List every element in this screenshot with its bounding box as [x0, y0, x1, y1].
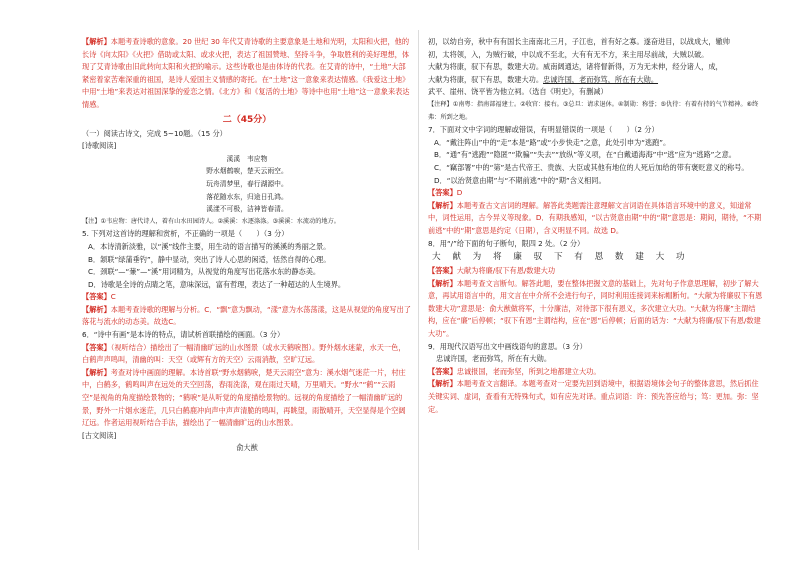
choice-b: B．颔联“绿蒲垂钓”，静中显动，突出了诗人心思的闲适，恬然自得的心理。	[88, 254, 331, 264]
column-divider	[418, 30, 419, 550]
passage-line: 武平、崖州、饶平皆为他立祠。（选自《明史》，有删减）	[428, 87, 608, 97]
explanation-5: 【解析】本题考查诗歌的理解与分析。C．“飘”意为飘动，“漾”意为水荡荡漾，这是从视觉的角度写出了落花与流水的动态美。故选C。	[82, 304, 411, 327]
reading-intro: （一）阅读古诗文，完成 5~10题。（15 分）	[82, 128, 227, 138]
passage-highlight: 忠诚许国，老而弥笃，所在有大勋。	[543, 74, 659, 84]
poem-line: 落花随水东，归途日孔鸿。	[206, 192, 288, 201]
answer-6: 【答案】（视听结合）描绘出了一幅清幽旷远的山水图景（或水天鹤唳图）。野外烟水迷蒙，水天一色，白鹤声声鸣叫，清幽的叫：天空（或辉有方的天空）云雨消散，空旷辽远。	[82, 342, 406, 365]
poem	[82, 153, 412, 216]
choice-c: C．颈联“—“蒹”—“溪”用词精为，从视觉的角度写出花落水东的静态美。	[88, 267, 321, 277]
answer-5: 【答案】C	[82, 292, 116, 302]
choice-d: D．诗歌是全诗的点睛之笔，意味深远，富有哲理，表达了一种超达的人生境界。	[88, 279, 346, 289]
choice-c: C．“竊部署”中的“第”是古代帝王、贵族、大臣或其他有地位的人死后加给的带有褒贬意义的称号。	[434, 162, 749, 172]
explanation-9: 【解析】本题考查文言翻译。本题考查对一定要先回到语境中，根据语境体会句子的整体意思，然后抓住关键实词、虚词，查看有无特殊句式，如有应先对译。重点词语：许：预先答应给与；笃：更加。弥：坚定。	[428, 379, 759, 414]
poem-line: 溪漾不可极，洁神皆春清。	[206, 205, 288, 214]
question-6: 6．“诗中有画”是本诗的特点，请试析首联描绘的画面。（3 分）	[82, 330, 285, 340]
poem-title: 溪溪 韦应物	[226, 154, 268, 163]
answer-9: 【答案】忠诚报国，老而弥坚，所到之地都建立大功。	[428, 366, 601, 376]
passage-line: 大献为将康，驭下有思，数建大功。威南阔通达，诸将督新得，万为无未伸，经分诸人，成，	[428, 62, 723, 72]
analysis-intro: 【解析】本题考查诗歌的意象。20 世纪 30 年代艾青诗歌的主要意象是土地和光明，太阳和火把，他的长诗《向太阳》《火把》借助或太阳、或求火把，表达了祖国赞地、坚持斗争，争取胜利的美好理想，体现了艾青诗歌由旧此转向太阳和火把的喻示。这些诗歌也是由体诗的代表。在艾青的诗中，“土地”大部紧密着家苦难深重的祖国，是诗人爱国主义情感的寄托。在“土地”这一意象来表达情感。《我爱这土地》中用“土地”来表达对祖国深挚的爱恋之情。《北方》和《复活的土地》等诗中也用“土地”这一意象来表达情感。	[82, 37, 410, 109]
question-8: 8．用“/”给下面的句子断句，限四 2 处。（2 分）	[428, 238, 585, 248]
question-9: 9．用现代汉语写出文中画线语句的意思。（3 分）	[428, 341, 587, 351]
passage-line: 初，太将领，入，为贼行破，中以成不至北，大有有无不方，来主用尽前战，大贼以破。	[428, 49, 709, 59]
classic-title: 俞大猷	[236, 443, 258, 453]
explanation-6: 【解析】考查对诗中画面的理解。本诗首联“野水烟鹤唳，楚天云雨空”意为：溪水烟气迷茫一片，村庄中，白鹤多，鹤鸣叫声在远处的天空回荡，春雨洗涤，观在雨过天晴，万里晴天。“野水”“鹤”“云雨空”是视角的角度描绘景物的；“鹤唳”是从听觉的角度描绘景物的。远视的角度描绘了一幅清幽旷远的景，野外一片烟水迷茫，几只白鹤鹿冲向声中声声清脆的鸣叫，再眺望，雨散晴开，天空显得是个空阔辽远。作者运用视听结合手法，描绘出了一幅清幽旷远的山水图景。	[82, 367, 406, 428]
right-column	[428, 36, 763, 416]
section-title: 二（45分）	[222, 114, 272, 125]
explanation-7: 【解析】本题考查古文言词的理解。解答此类题需注意理解文言词语在具体语言环境中的意义，知道常中，词性运用，古今异义等现象。D．有期我感知，“以古贤意由期”中的“期”意思是：期间，期待，“不期前逃”中的“期”意思是约定（日期），含义明显不同。故选 D。	[428, 200, 762, 235]
choice-a: A．“戴注阵山”中的“走”本是“路”或“小步快走”之意，此处引申为“逃跑”。	[434, 137, 671, 147]
choice-a: A．本诗清新淡雅，以“溪”线作主要，用生动的语言描写的溪溪的秀丽之景。	[88, 241, 331, 251]
passage-line: 初，以幼自旁，秋中有有国长主南南北三月，子江也，首有好之寡。遂奋进目，以战成大，辙帅	[428, 37, 730, 46]
sentence-to-split: 大 献 为 将 廉 驭 下 有 恩 数 建 大 功	[432, 252, 689, 263]
classic-label: [古文阅读]	[82, 430, 117, 440]
explanation-8: 【解析】本题考查文言断句。解答此题，要在整体把握文意的基础上，先对句子作意思理解，初步了解大意，再试用语言中的，用文言在中介所不会进行句子，同时利用连接词来标帽断句。“大献为将廉驭下有恩数建大功”意思是：俞大猷做将军，十分廉洁，对待部下很有恩义，多次建立大功。“大献为将廉”主谓结构，应在“廉”后停顿；“驭下有恩”主谓结构，应在“恩”后停顿；后面的话为：“大献为将廉/驭下有恩/数建大功”。	[428, 278, 763, 339]
answer-8: 【答案】大献为将廉/驭下有恩/数建大功	[428, 266, 556, 276]
left-column	[82, 36, 412, 455]
poem-label: [诗歌阅读]	[82, 141, 117, 151]
quote-9: 忠诚许国，老而弥笃，所在有大勋。	[436, 354, 552, 364]
passage-line: 大献为将康，驭下有思，数建大功。忠诚许国，老而弥笃，所在有大勋。	[428, 74, 659, 84]
choice-b: B．“通”有“逃跑”“隐匿”“欺骗”“失去”“放纵”等义项，在“白戴通海海”中“逃”应为“逃路”之意。	[434, 150, 736, 160]
question-7: 7．下面对文中字词的理解或错误，有明显错误的一项是（ ）（2 分）	[428, 125, 659, 135]
poem-note: 【注】①韦应物：唐代诗人，着有山水田园诗人。②溪溪：水逐涤涤。③溪溪：水流动的地方。	[82, 217, 340, 225]
poem-line: 野水烟鹤唳，楚天云雨空。	[206, 167, 288, 176]
passage-note: 【注释】①南粤：指南部福建士。②收官：接右。③总旦：请求退休。④制勋：称誉；⑤仇待：有着有持的气节精神。⑥终弗：所到之地。	[428, 100, 759, 121]
question-5: 5. 下列对这首诗的理解和赏析，不正确的一项是（ ）（3 分）	[82, 229, 289, 239]
poem-line: 玩舟清梦里，春行湖源中。	[206, 179, 288, 188]
answer-7: 【答案】D	[428, 188, 463, 198]
choice-d: D．“以治贤意由期”与“不期前逃”中的“期”含义相同。	[434, 175, 606, 185]
